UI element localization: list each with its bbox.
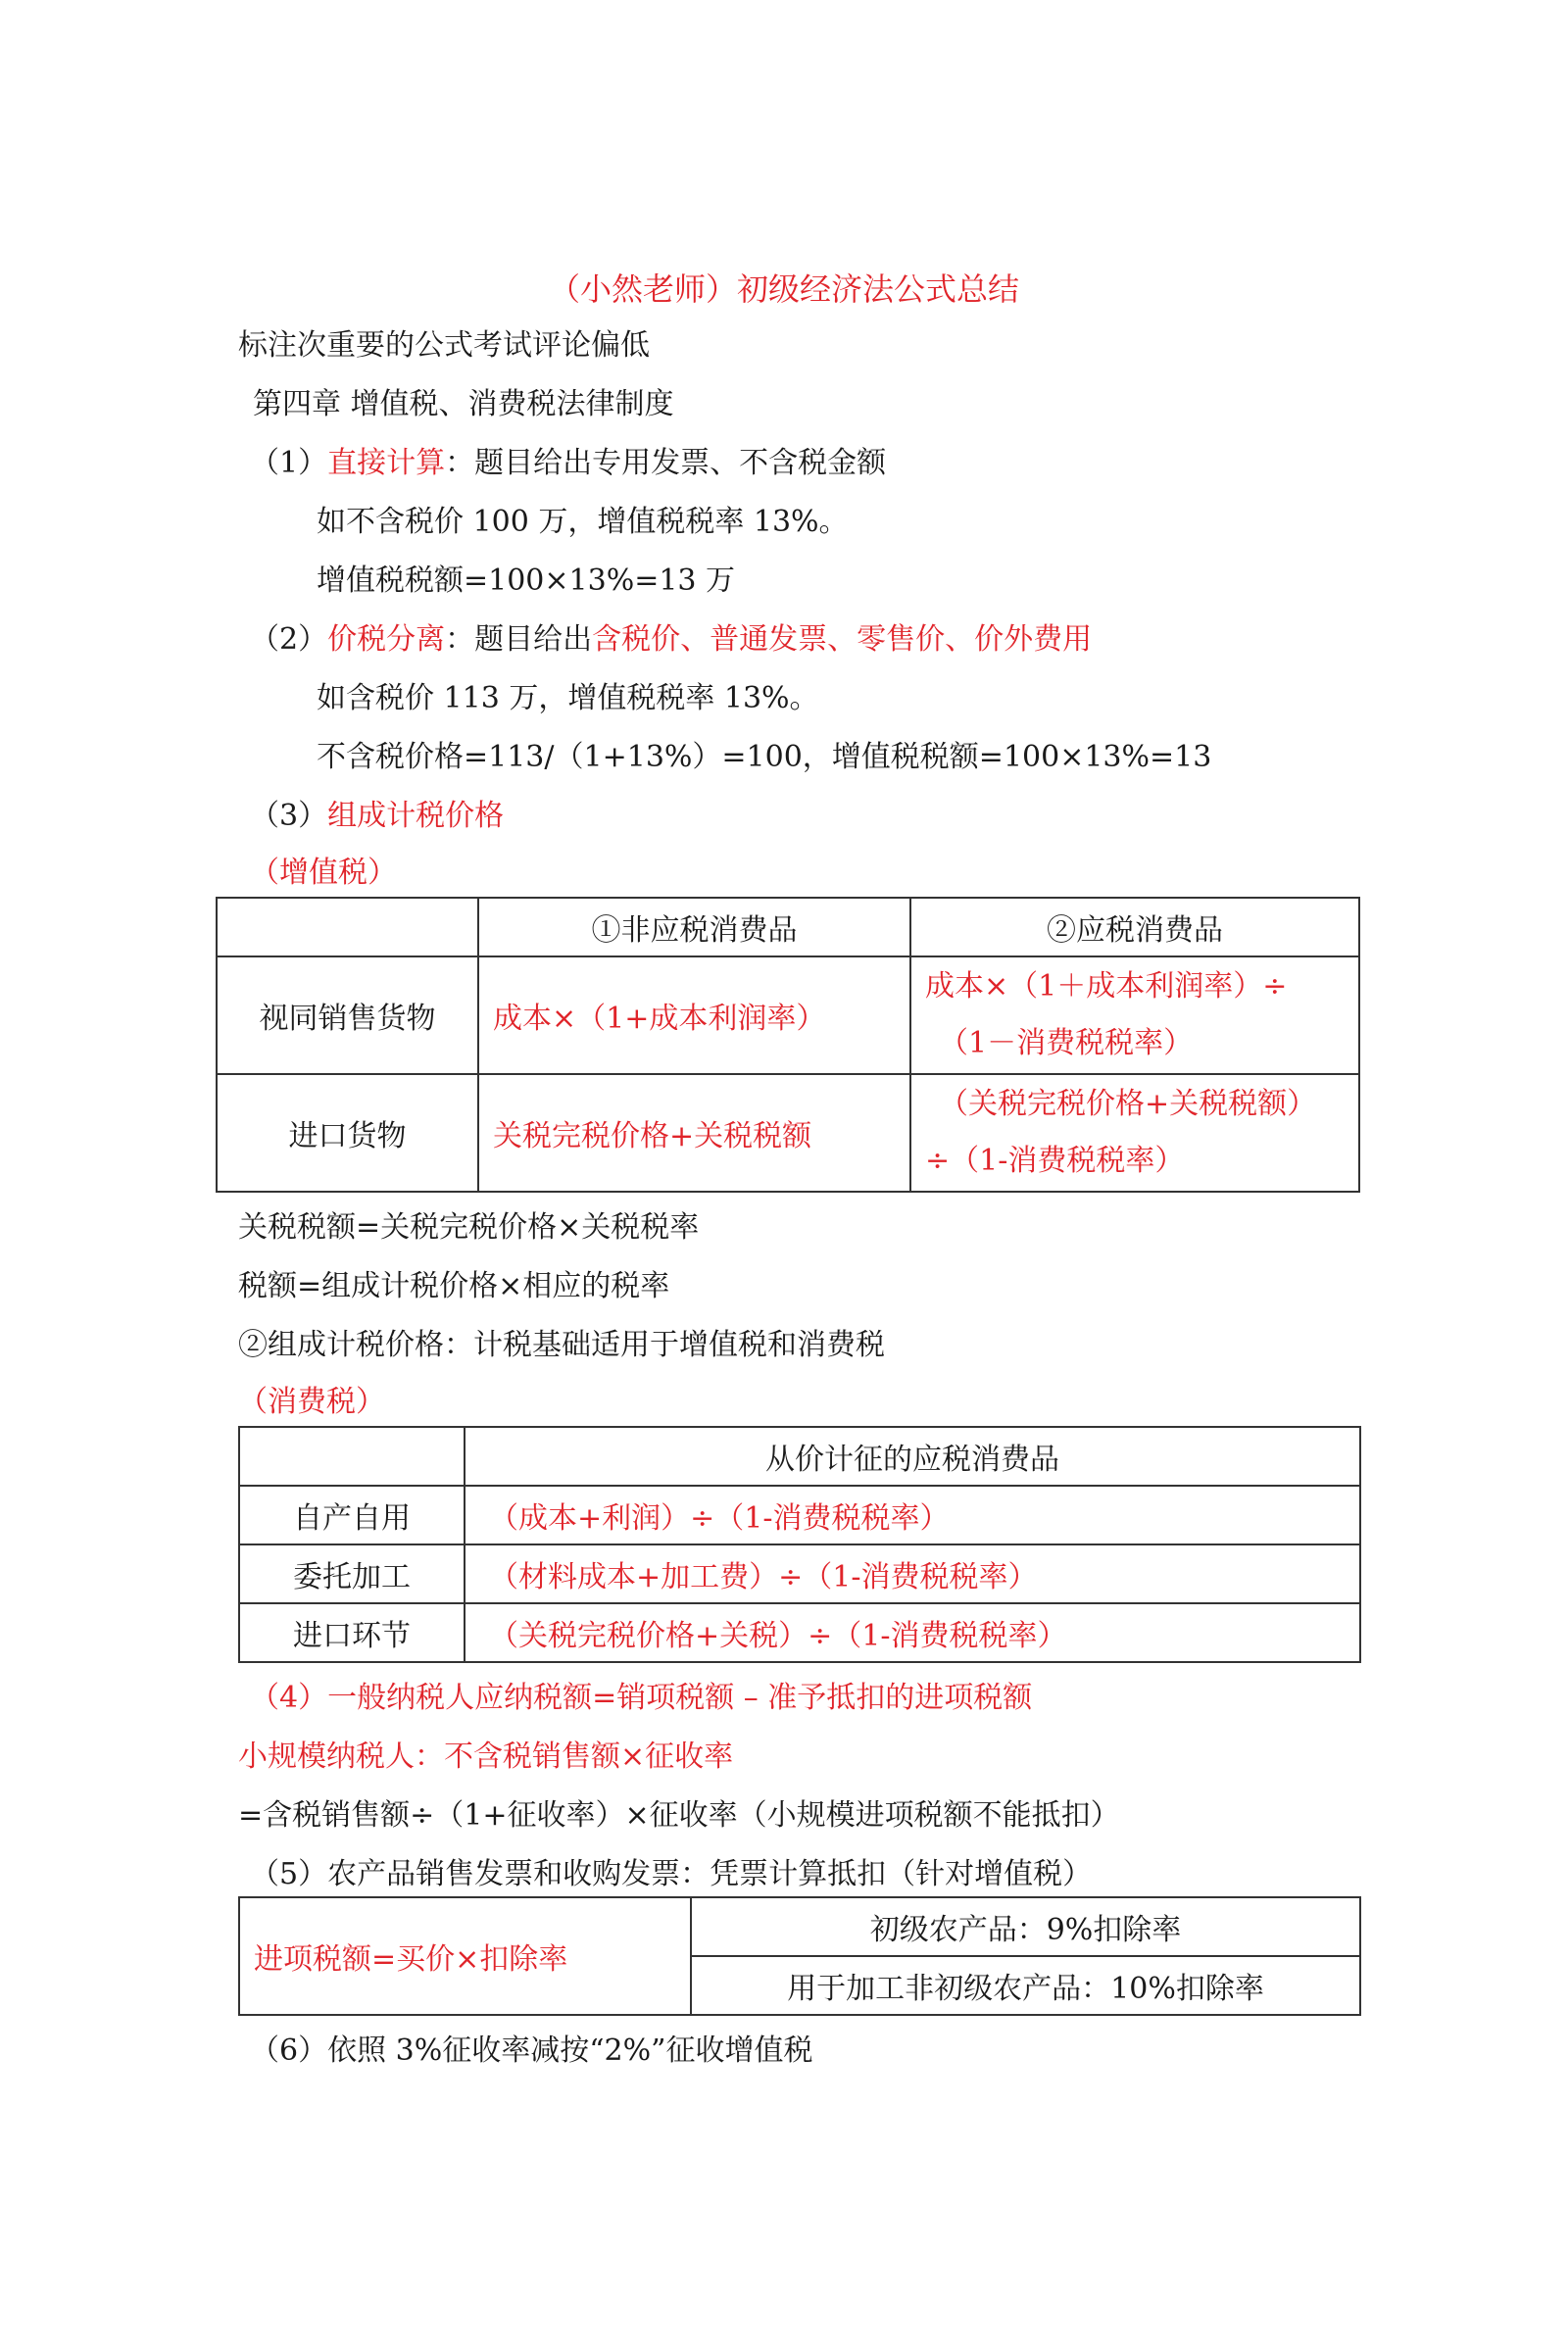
row-label: 进口货物 bbox=[217, 1074, 478, 1192]
table-row bbox=[217, 956, 1359, 1074]
agricultural-deduction-table bbox=[238, 1896, 1361, 2016]
table-cell: （成本+利润）÷（1-消费税税率） bbox=[465, 1486, 1360, 1544]
item2-text: ：题目给出 bbox=[445, 622, 593, 657]
item1-text: ：题目给出专用发票、不含税金额 bbox=[445, 446, 887, 480]
tax-formula: 税额=组成计税价格×相应的税率 bbox=[238, 1269, 670, 1303]
table-cell: 初级农产品：9%扣除率 bbox=[691, 1897, 1360, 1956]
row-label: 委托加工 bbox=[239, 1544, 465, 1603]
table-cell: 关税完税价格+关税税额 bbox=[478, 1074, 910, 1192]
row-label: 自产自用 bbox=[239, 1486, 465, 1544]
vat-label: （增值税） bbox=[250, 856, 397, 890]
item2-example1: 如含税价 113 万，增值税税率 13%。 bbox=[317, 681, 819, 715]
cell-line: （关税完税价格+关税税额） bbox=[939, 1087, 1317, 1121]
consumption-tax-table bbox=[238, 1426, 1361, 1663]
table-header: 从价计征的应税消费品 bbox=[465, 1427, 1360, 1486]
item1-heading: 直接计算 bbox=[327, 446, 446, 480]
item4-general-taxpayer: （4）一般纳税人应纳税额=销项税额 – 准予抵扣的进项税额 bbox=[250, 1681, 1033, 1715]
item1-line bbox=[250, 444, 886, 483]
table-header: ②应税消费品 bbox=[910, 898, 1359, 956]
table-cell: （关税完税价格+关税）÷（1-消费税税率） bbox=[465, 1603, 1360, 1662]
table-cell bbox=[910, 1074, 1359, 1192]
item2-heading: 价税分离 bbox=[327, 622, 446, 657]
item3-number: （3） bbox=[250, 799, 328, 833]
composition-note: ②组成计税价格：计税基础适用于增值税和消费税 bbox=[238, 1328, 885, 1362]
item2-number: （2） bbox=[250, 622, 328, 657]
table-cell bbox=[217, 898, 478, 956]
item6-line: （6）依照 3%征收率减按“2%”征收增值税 bbox=[250, 2034, 813, 2068]
item1-number: （1） bbox=[250, 446, 328, 480]
table-cell: 用于加工非初级农产品：10%扣除率 bbox=[691, 1956, 1360, 2015]
item2-example2: 不含税价格=113/（1+13%）=100，增值税税额=100×13%=13 bbox=[317, 740, 1212, 774]
table-row bbox=[217, 1074, 1359, 1192]
table-cell: 进项税额=买价×扣除率 bbox=[239, 1897, 691, 2015]
item1-example1: 如不含税价 100 万，增值税税率 13%。 bbox=[317, 505, 849, 539]
item3-line bbox=[250, 797, 504, 836]
item4-formula: =含税销售额÷（1+征收率）×征收率（小规模进项税额不能抵扣） bbox=[238, 1798, 1120, 1833]
table-cell: （材料成本+加工费）÷（1-消费税税率） bbox=[465, 1544, 1360, 1603]
cell-line: 成本×（1＋成本利润率）÷ bbox=[925, 969, 1288, 1004]
note-line: 标注次重要的公式考试评论偏低 bbox=[238, 328, 650, 363]
table-cell bbox=[239, 1427, 465, 1486]
item1-example2: 增值税税额=100×13%=13 万 bbox=[317, 564, 736, 598]
table-row bbox=[239, 1603, 1360, 1662]
page-title: （小然老师）初级经济法公式总结 bbox=[548, 270, 1019, 308]
customs-formula: 关税税额=关税完税价格×关税税率 bbox=[238, 1210, 700, 1245]
table-cell: 成本×（1+成本利润率） bbox=[478, 956, 910, 1074]
consumption-label: （消费税） bbox=[238, 1385, 385, 1419]
item4-small-taxpayer: 小规模纳税人：不含税销售额×征收率 bbox=[238, 1740, 734, 1774]
cell-line: （1－消费税税率） bbox=[939, 1026, 1194, 1060]
item2-line bbox=[250, 620, 1092, 660]
table-row bbox=[239, 1544, 1360, 1603]
item2-highlight: 含税价、普通发票、零售价、价外费用 bbox=[592, 622, 1093, 657]
table-row bbox=[217, 898, 1359, 956]
chapter-heading: 第四章 增值税、消费税法律制度 bbox=[253, 387, 674, 421]
table-cell bbox=[910, 956, 1359, 1074]
table-header: ①非应税消费品 bbox=[478, 898, 910, 956]
row-label: 进口环节 bbox=[239, 1603, 465, 1662]
item5-line: （5）农产品销售发票和收购发票：凭票计算抵扣（针对增值税） bbox=[250, 1857, 1093, 1891]
vat-composition-table bbox=[216, 897, 1360, 1193]
table-row bbox=[239, 1897, 1360, 1956]
table-row bbox=[239, 1427, 1360, 1486]
cell-line: ÷（1-消费税税率） bbox=[925, 1144, 1185, 1178]
table-row bbox=[239, 1486, 1360, 1544]
item3-heading: 组成计税价格 bbox=[327, 799, 505, 833]
row-label: 视同销售货物 bbox=[217, 956, 478, 1074]
